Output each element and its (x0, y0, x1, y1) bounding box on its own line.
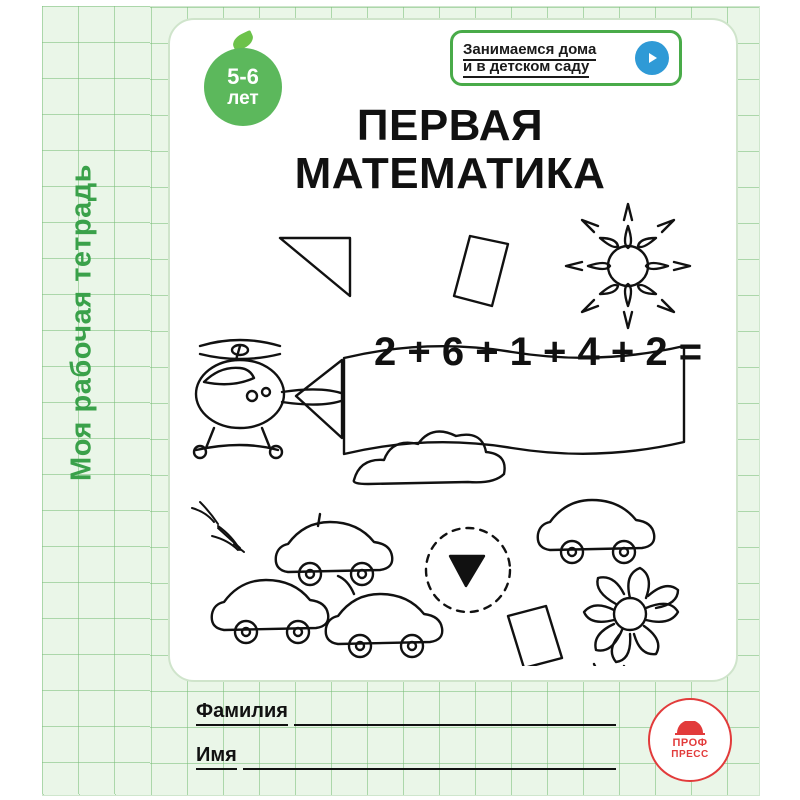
owner-fields (196, 700, 616, 788)
car-shape (326, 576, 443, 657)
publisher-name-top: ПРОФ (672, 736, 708, 749)
page-title (200, 102, 700, 197)
cover-illustration (178, 196, 724, 666)
helicopter-shape (194, 340, 344, 458)
car-shape (276, 514, 393, 585)
publisher-name-bottom: ПРЕСС (671, 748, 709, 760)
spine-title: Моя рабочая тетрадь (65, 164, 98, 481)
series-line-1: Занимаемся дома (463, 41, 596, 61)
sun-logo-icon (675, 721, 705, 735)
firstname-field[interactable] (196, 744, 616, 770)
triangle-shape (280, 238, 350, 296)
equation-text: 2 + 6 + 1 + 4 + 2 = (374, 330, 703, 374)
greater-than-sign (426, 528, 510, 612)
firstname-write-line[interactable] (243, 750, 616, 770)
surname-field[interactable] (196, 700, 616, 726)
title-line-2: МАТЕМАТИКА (294, 148, 606, 198)
flower-shape (584, 568, 678, 666)
surname-write-line[interactable] (294, 706, 616, 726)
play-button-icon[interactable] (635, 41, 669, 75)
age-badge-line2: лет (227, 87, 259, 109)
sun-shape (566, 204, 690, 328)
title-line-1: ПЕРВАЯ (356, 101, 544, 150)
rhombus-shape (454, 236, 508, 306)
publisher-logo (648, 698, 732, 782)
cover-spine-band (42, 6, 150, 794)
dragonfly-shape (192, 502, 244, 552)
car-shape (212, 580, 329, 643)
series-box (450, 30, 682, 86)
series-text (463, 41, 596, 76)
series-line-2: и в детском саду (463, 58, 589, 78)
firstname-label: Имя (196, 744, 237, 770)
surname-label: Фамилия (196, 700, 288, 726)
age-badge-line1: 5-6 (227, 64, 259, 90)
car-shape (538, 500, 655, 563)
rhombus-shape (508, 606, 562, 666)
